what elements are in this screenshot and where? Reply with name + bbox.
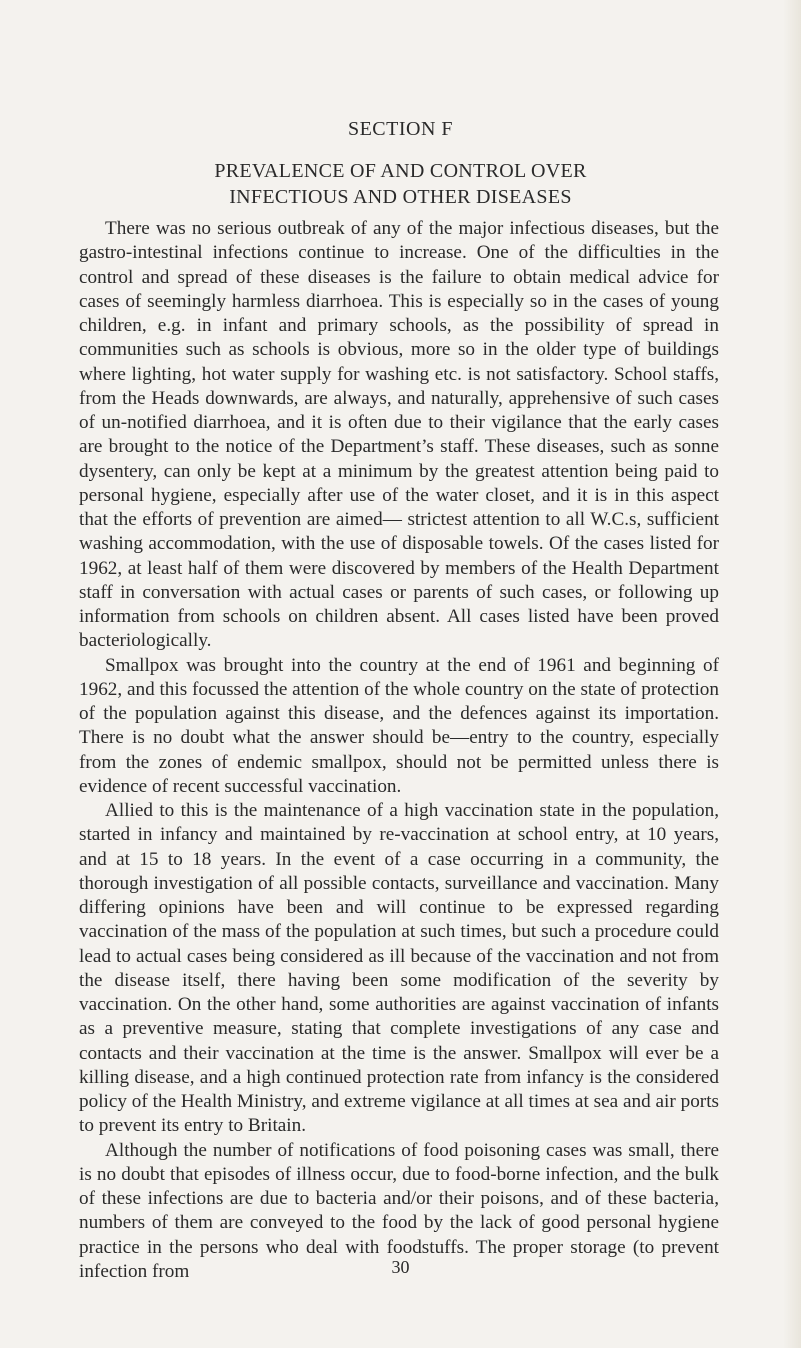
page-title-line-1: PREVALENCE OF AND CONTROL OVER — [214, 160, 587, 182]
page-title — [80, 158, 721, 210]
paragraph-smallpox: Smallpox was brought into the country at the end of 1961 and beginning of 1962, and this focussed the attention of the whole country on the state of protection of the population against this disease, and the defences against its importation. There is no doubt what the answer should be—entry to the country, especially from the zones of endemic smallpox, should not be permitted unless there is evidence of recent successful vaccination. — [79, 654, 719, 797]
paragraph-gastro-intestinal: There was no serious outbreak of any of the major infectious diseases, but the gastro-intestinal infections continue to increase. One of the difficulties in the control and spread of these diseases is the failure to obtain medical advice for cases of seemingly harmless diarrhoea. This is especially so in the cases of young children, e.g. in infant and primary schools, as the possibility of spread in communities such as schools is obvious, more so in the older type of buildings where lighting, hot water supply for washing etc. is not satisfactory. School staffs, from the Heads downwards, are always, and naturally, apprehensive of such cases of un-notified diarrhoea, and it is often due to their vigilance that the early cases are brought to the notice of the Department’s staff. These diseases, such as sonne dysentery, can only be kept at a minimum by the greatest attention being paid to personal hygiene, especially after use of the water closet, and it is in this aspect that the efforts of prevention are aimed— strictest attention to all W.C.s, sufficient washing accommodation, with the use of disposable towels. Of the cases listed for 1962, at least half of them were discovered by members of the Health Department staff in conversation with actual cases or parents of such cases, or following up information from schools on children absent. All cases listed have been proved bacteriologically. — [79, 218, 719, 652]
page-edge-shadow — [783, 0, 801, 1348]
page-title-line-2: INFECTIOUS AND OTHER DISEASES — [229, 186, 572, 208]
paragraph-food-poisoning: Although the number of notifications of food poisoning cases was small, there is no doubt that episodes of illness occur, due to food-borne infection, and the bulk of these infections are due to bacteria and/or their poisons, and of these bacteria, numbers of them are conveyed to the food by the lack of good personal hygiene practice in the persons who deal with foodstuffs. The proper storage (to prevent infection from — [79, 1139, 719, 1282]
section-heading: SECTION F — [347, 118, 454, 140]
paragraph-vaccination: Allied to this is the maintenance of a high vaccination state in the population, started in infancy and maintained by re-vaccination at school entry, at 10 years, and at 15 to 18 years. In the event of a case occurring in a community, the thorough investigation of all possible contacts, surveillance and vaccination. Many differing opinions have been and will continue to be expressed regarding vaccination of the mass of the population at such times, but such a procedure could lead to actual cases being considered as ill because of the vaccination and not from the disease itself, there having been some modification of the severity by vaccination. On the other hand, some authorities are against vaccination of infants as a preventive measure, stating that complete investigations of any case and contacts and their vaccination at the time is the answer. Smallpox will ever be a killing disease, and a high continued protection rate from infancy is the considered policy of the Health Ministry, and extreme vigilance at all times at sea and air ports to prevent its entry to Britain. — [79, 800, 719, 1137]
body-text — [79, 217, 719, 1284]
page-number: 30 — [391, 1257, 410, 1277]
